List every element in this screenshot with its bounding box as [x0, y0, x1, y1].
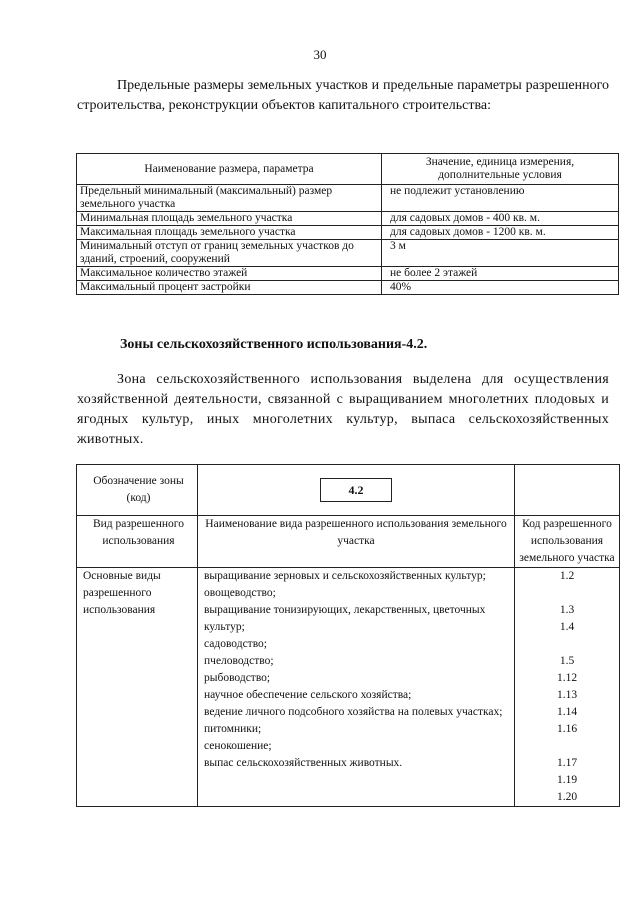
use-code: 1.19 — [556, 774, 578, 786]
use-code: 1.14 — [556, 706, 578, 718]
use-name: выпас сельскохозяйственных животных. — [204, 757, 403, 769]
use-name: овощеводство; — [204, 587, 276, 599]
use-name: выращивание тонизирующих, лекарственных, цветочных культур; — [204, 604, 486, 633]
use-code: 1.13 — [556, 689, 578, 701]
use-name: пчеловодство; — [204, 655, 274, 667]
use-code-spacer — [518, 636, 616, 653]
table-row — [77, 226, 619, 240]
col-header-type: Вид разрешенного использования — [77, 516, 198, 568]
use-name: выращивание зерновых и сельскохозяйственных культур; — [204, 570, 486, 582]
use-code: 1.17 — [556, 757, 578, 769]
zone-description: Зона сельскохозяйственного использования выделена для осуществления хозяйственной деятельности, связанной с выращиванием многолетних плодовых и ягодных культур, иных многолетних культур, выпаса сельскохозяйственных животных. — [77, 372, 609, 447]
parameter-name: Максимальное количество этажей — [77, 267, 382, 281]
parameter-name: Минимальная площадь земельного участка — [77, 212, 382, 226]
use-codes-cell — [515, 568, 620, 807]
parameter-value: для садовых домов - 1200 кв. м. — [382, 226, 619, 240]
zone-table — [76, 464, 620, 807]
parameter-name: Минимальный отступ от границ земельных участков до зданий, строений, сооружений — [77, 240, 382, 267]
use-code-spacer — [518, 585, 616, 602]
table-row — [77, 267, 619, 281]
use-name: ведение личного подсобного хозяйства на полевых участках; — [204, 706, 503, 718]
col-header-code: Код разрешенного использования земельного участка — [515, 516, 620, 568]
table-row — [77, 212, 619, 226]
zone-code-row — [77, 465, 620, 516]
col-header-name: Наименование вида разрешенного использования земельного участка — [198, 516, 515, 568]
zone-code-box: 4.2 — [320, 478, 392, 502]
use-code-spacer — [518, 738, 616, 755]
parameter-value: 3 м — [382, 240, 619, 267]
zone-label: Обозначение зоны (код) — [77, 465, 198, 516]
use-name: питомники; — [204, 723, 262, 735]
parameter-value: не подлежит установлению — [382, 185, 619, 212]
use-name: садоводство; — [204, 638, 267, 650]
use-code: 1.20 — [556, 791, 578, 803]
parameter-value: 40% — [382, 281, 619, 295]
section-heading: Зоны сельскохозяйственного использования-4.2. — [120, 337, 428, 352]
use-names-cell — [198, 568, 515, 807]
table-row — [77, 185, 619, 212]
table-row — [77, 240, 619, 267]
header-parameter-name: Наименование размера, параметра — [77, 154, 382, 185]
use-code: 1.2 — [559, 570, 575, 582]
use-name: научное обеспечение сельского хозяйства; — [204, 689, 412, 701]
use-code: 1.4 — [559, 621, 575, 633]
intro-paragraph: Предельные размеры земельных участков и предельные параметры разрешенного строительства, реконструкции объектов капитального строительства: — [77, 78, 609, 113]
category-label: Основные виды разрешенного использования — [77, 568, 198, 807]
use-name: сенокошение; — [204, 740, 272, 752]
parameter-value: для садовых домов - 400 кв. м. — [382, 212, 619, 226]
empty-cell — [515, 465, 620, 516]
parameter-name: Максимальная площадь земельного участка — [77, 226, 382, 240]
use-code: 1.3 — [559, 604, 575, 616]
parameter-name: Максимальный процент застройки — [77, 281, 382, 295]
header-parameter-value: Значение, единица измерения, дополнительные условия — [382, 154, 619, 185]
table-header-row — [77, 154, 619, 185]
parameters-table — [76, 153, 619, 295]
zone-code-cell — [198, 465, 515, 516]
uses-row — [77, 568, 620, 807]
use-name: рыбоводство; — [204, 672, 271, 684]
use-code: 1.12 — [556, 672, 578, 684]
zone-header-row — [77, 516, 620, 568]
use-code: 1.5 — [559, 655, 575, 667]
table-row — [77, 281, 619, 295]
page-number: 30 — [313, 47, 327, 62]
parameter-name: Предельный минимальный (максимальный) размер земельного участка — [77, 185, 382, 212]
parameter-value: не более 2 этажей — [382, 267, 619, 281]
use-code: 1.16 — [556, 723, 578, 735]
